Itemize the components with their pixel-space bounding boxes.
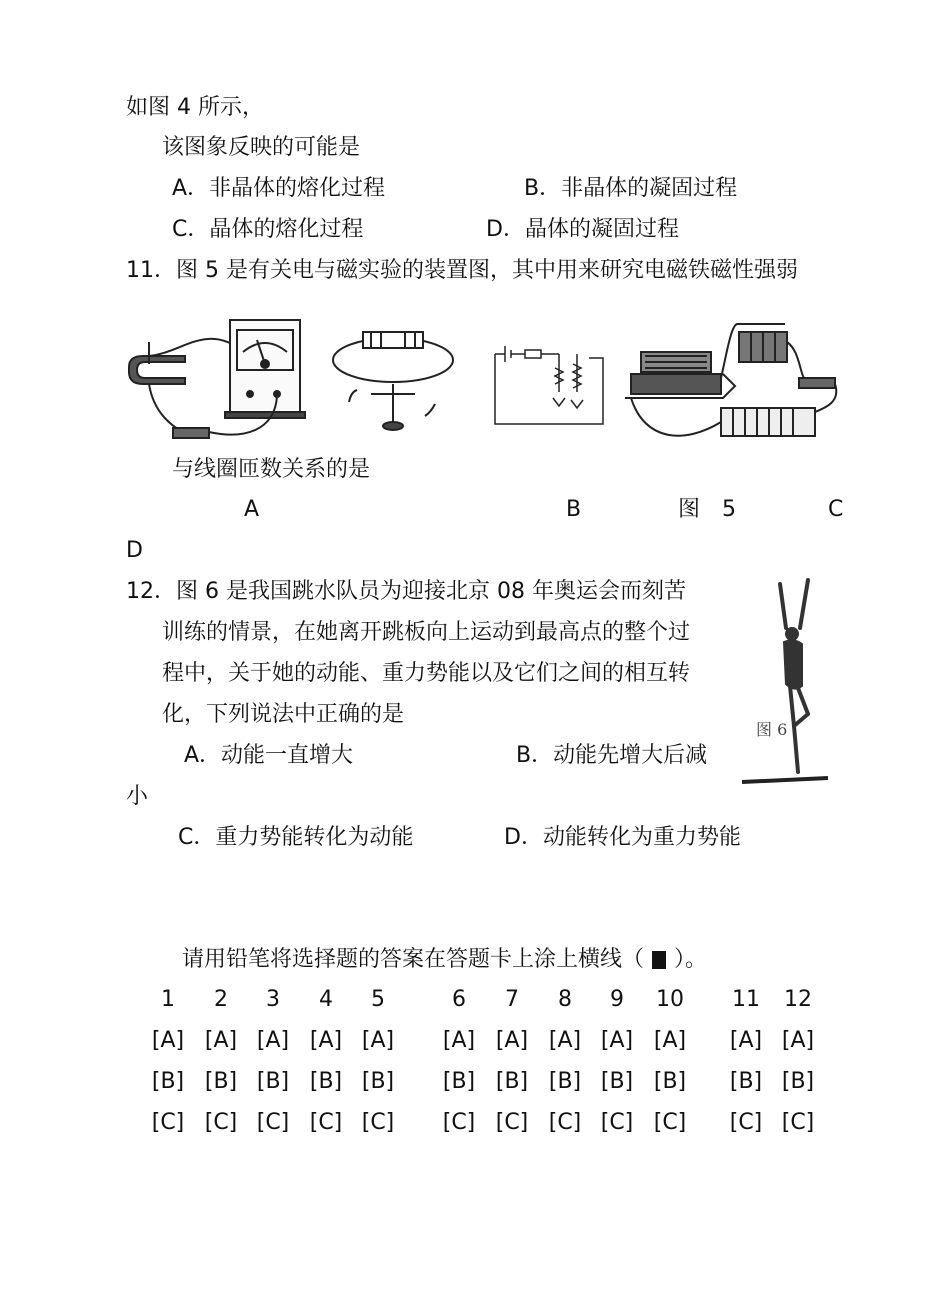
answer-number-5: 5	[371, 987, 385, 1012]
answer-number-2: 2	[214, 987, 228, 1012]
answer-number-8: 8	[558, 987, 572, 1012]
answer-choice-12-b[interactable]: [B]	[781, 1069, 815, 1094]
answer-instruction-text: 请用铅笔将选择题的答案在答题卡上涂上横线（	[182, 947, 645, 972]
q12-option-d: D．动能转化为重力势能	[504, 825, 741, 850]
answer-choice-2-b[interactable]: [B]	[204, 1069, 238, 1094]
q11-label-b: B	[566, 497, 582, 522]
answer-choice-3-b[interactable]: [B]	[256, 1069, 290, 1094]
answer-choice-1-a[interactable]: [A]	[151, 1028, 185, 1053]
q10-option-a: A．非晶体的熔化过程	[172, 176, 386, 201]
q10-option-d: D．晶体的凝固过程	[486, 217, 679, 242]
q10-option-b: B．非晶体的凝固过程	[524, 176, 738, 201]
answer-choice-9-a[interactable]: [A]	[600, 1028, 634, 1053]
answer-choice-5-b[interactable]: [B]	[361, 1069, 395, 1094]
answer-choice-5-a[interactable]: [A]	[361, 1028, 395, 1053]
answer-choice-4-a[interactable]: [A]	[309, 1028, 343, 1053]
q12-stem-line3: 程中，关于她的动能、重力势能以及它们之间的相互转	[162, 661, 691, 686]
q11-label-c: C	[828, 497, 844, 522]
q11-label-d: D	[126, 538, 143, 563]
answer-choice-9-c[interactable]: [C]	[600, 1110, 634, 1135]
answer-number-6: 6	[452, 987, 466, 1012]
filled-mark-icon	[652, 951, 666, 969]
answer-number-7: 7	[505, 987, 519, 1012]
answer-choice-7-a[interactable]: [A]	[495, 1028, 529, 1053]
q12-option-c: C．重力势能转化为动能	[178, 825, 414, 850]
q10-stem: 该图象反映的可能是	[162, 135, 361, 160]
q12-option-a: A．动能一直增大	[184, 743, 354, 768]
answer-choice-6-b[interactable]: [B]	[442, 1069, 476, 1094]
answer-choice-3-c[interactable]: [C]	[256, 1110, 290, 1135]
answer-choice-8-c[interactable]: [C]	[548, 1110, 582, 1135]
q12-stem-line1: 12．图 6 是我国跳水队员为迎接北京 08 年奥运会而刻苦	[126, 579, 686, 604]
answer-number-12: 12	[784, 987, 812, 1012]
answer-instruction-end: ）。	[674, 947, 708, 972]
answer-number-9: 9	[610, 987, 624, 1012]
q10-option-c: C．晶体的熔化过程	[172, 217, 364, 242]
q12-stem-line2: 训练的情景，在她离开跳板向上运动到最高点的整个过	[162, 620, 691, 645]
answer-choice-1-b[interactable]: [B]	[151, 1069, 185, 1094]
figure-6-caption: 图 6	[756, 720, 788, 739]
fig5-a-apparatus	[129, 320, 305, 438]
answer-choice-7-c[interactable]: [C]	[495, 1110, 529, 1135]
answer-choice-2-c[interactable]: [C]	[204, 1110, 238, 1135]
answer-number-10: 10	[656, 987, 684, 1012]
answer-choice-12-c[interactable]: [C]	[781, 1110, 815, 1135]
answer-choice-10-b[interactable]: [B]	[653, 1069, 687, 1094]
q11-stem-line2: 与线圈匝数关系的是	[172, 457, 371, 482]
answer-choice-10-c[interactable]: [C]	[653, 1110, 687, 1135]
figure-6-diver	[742, 576, 834, 788]
q11-stem-line1: 11．图 5 是有关电与磁实验的装置图，其中用来研究电磁铁磁性强弱	[126, 258, 798, 283]
answer-number-3: 3	[266, 987, 280, 1012]
answer-choice-11-b[interactable]: [B]	[729, 1069, 763, 1094]
answer-choice-4-c[interactable]: [C]	[309, 1110, 343, 1135]
answer-choice-11-c[interactable]: [C]	[729, 1110, 763, 1135]
answer-choice-12-a[interactable]: [A]	[781, 1028, 815, 1053]
answer-choice-2-a[interactable]: [A]	[204, 1028, 238, 1053]
answer-number-11: 11	[732, 987, 760, 1012]
answer-instruction	[182, 946, 707, 974]
answer-choice-8-b[interactable]: [B]	[548, 1069, 582, 1094]
answer-choice-5-c[interactable]: [C]	[361, 1110, 395, 1135]
answer-choice-9-b[interactable]: [B]	[600, 1069, 634, 1094]
q11-figure-label: 图 5	[678, 497, 736, 522]
q10-intro: 如图 4 所示，	[126, 95, 264, 120]
q11-label-a: A	[244, 497, 260, 522]
q12-option-b: B．动能先增大后减	[516, 743, 708, 768]
q12-stem-line4: 化，下列说法中正确的是	[162, 702, 405, 727]
answer-choice-1-c[interactable]: [C]	[151, 1110, 185, 1135]
answer-choice-3-a[interactable]: [A]	[256, 1028, 290, 1053]
fig5-c-apparatus	[495, 346, 603, 424]
fig5-d-apparatus	[625, 324, 836, 436]
answer-choice-6-a[interactable]: [A]	[442, 1028, 476, 1053]
answer-choice-7-b[interactable]: [B]	[495, 1069, 529, 1094]
answer-number-1: 1	[161, 987, 175, 1012]
answer-choice-4-b[interactable]: [B]	[309, 1069, 343, 1094]
q12-option-b-wrap: 小	[126, 784, 149, 809]
answer-number-4: 4	[319, 987, 333, 1012]
figure-5	[125, 312, 845, 454]
answer-choice-10-a[interactable]: [A]	[653, 1028, 687, 1053]
fig5-b-apparatus	[333, 332, 453, 430]
answer-choice-11-a[interactable]: [A]	[729, 1028, 763, 1053]
answer-choice-6-c[interactable]: [C]	[442, 1110, 476, 1135]
answer-choice-8-a[interactable]: [A]	[548, 1028, 582, 1053]
